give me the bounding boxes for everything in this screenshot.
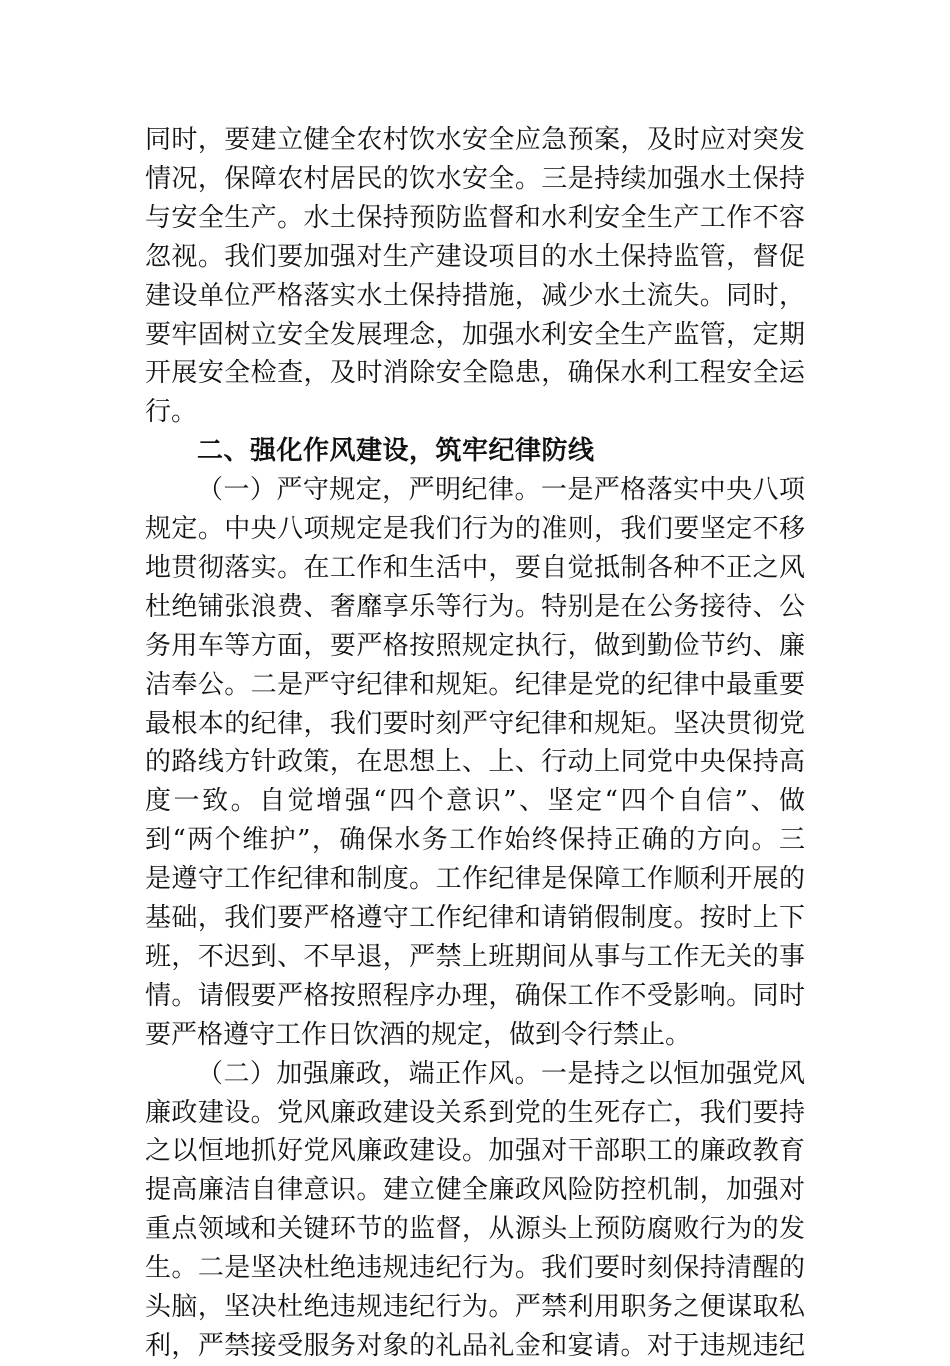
text-line: 廉政建设。党风廉政建设关系到党的生死存亡，我们要持 bbox=[145, 1097, 805, 1128]
section-heading: 二、强化作风建设，筑牢纪律防线 bbox=[197, 436, 595, 467]
text-line: 要严格遵守工作日饮酒的规定，做到令行禁止。 bbox=[145, 1019, 692, 1050]
text-line: 重点领域和关键环节的监督，从源头上预防腐败行为的发 bbox=[145, 1214, 805, 1245]
subsection-first-line: （一）严守规定，严明纪律。一是严格落实中央八项 bbox=[197, 475, 805, 506]
text-line: 杜绝铺张浪费、奢靡享乐等行为。特别是在公务接待、公 bbox=[145, 591, 805, 622]
text-line: 班，不迟到、不早退，严禁上班期间从事与工作无关的事 bbox=[145, 941, 805, 972]
text-line: 度一致。自觉增强“四个意识”、坚定“四个自信”、做 bbox=[145, 786, 805, 817]
text-line: 情况，保障农村居民的饮水安全。三是持续加强水土保持 bbox=[145, 163, 805, 194]
text-line: 行。 bbox=[145, 397, 198, 428]
text-line: 头脑，坚决杜绝违规违纪行为。严禁利用职务之便谋取私 bbox=[145, 1292, 805, 1322]
text-line: 要牢固树立安全发展理念，加强水利安全生产监管，定期 bbox=[145, 319, 805, 350]
text-line: 情。请假要严格按照程序办理，确保工作不受影响。同时 bbox=[145, 980, 805, 1011]
text-line: 洁奉公。二是严守纪律和规矩。纪律是党的纪律中最重要 bbox=[145, 669, 805, 700]
text-line: 生。二是坚决杜绝违规违纪行为。我们要时刻保持清醒的 bbox=[145, 1253, 805, 1284]
text-line: 的路线方针政策，在思想上、上、行动上同党中央保持高 bbox=[145, 747, 805, 778]
text-line: 是遵守工作纪律和制度。工作纪律是保障工作顺利开展的 bbox=[145, 864, 805, 895]
subsection-first-line: （二）加强廉政，端正作风。一是持之以恒加强党风 bbox=[197, 1058, 805, 1089]
text-line: 务用车等方面，要严格按照规定执行，做到勤俭节约、廉 bbox=[145, 630, 805, 661]
text-line: 地贯彻落实。在工作和生活中，要自觉抵制各种不正之风 bbox=[145, 552, 805, 583]
text-line: 开展安全检查，及时消除安全隐患，确保水利工程安全运 bbox=[145, 358, 805, 389]
text-line: 提高廉洁自律意识。建立健全廉政风险防控机制，加强对 bbox=[145, 1175, 805, 1206]
text-line: 规定。中央八项规定是我们行为的准则，我们要坚定不移 bbox=[145, 514, 805, 544]
text-line: 建设单位严格落实水土保持措施，减少水土流失。同时， bbox=[145, 280, 805, 311]
text-line: 忽视。我们要加强对生产建设项目的水土保持监管，督促 bbox=[145, 241, 805, 272]
text-line: 与安全生产。水土保持预防监督和水利安全生产工作不容 bbox=[145, 202, 805, 233]
text-line: 同时，要建立健全农村饮水安全应急预案，及时应对突发 bbox=[145, 125, 805, 155]
text-line: 之以恒地抓好党风廉政建设。加强对干部职工的廉政教育 bbox=[145, 1136, 805, 1167]
text-line: 到“两个维护”，确保水务工作始终保持正确的方向。三 bbox=[145, 825, 805, 856]
text-line: 基础，我们要严格遵守工作纪律和请销假制度。按时上下 bbox=[145, 903, 805, 933]
text-line: 利，严禁接受服务对象的礼品礼金和宴请。对于违规违纪 bbox=[145, 1330, 805, 1361]
text-line: 最根本的纪律，我们要时刻严守纪律和规矩。坚决贯彻党 bbox=[145, 708, 805, 739]
